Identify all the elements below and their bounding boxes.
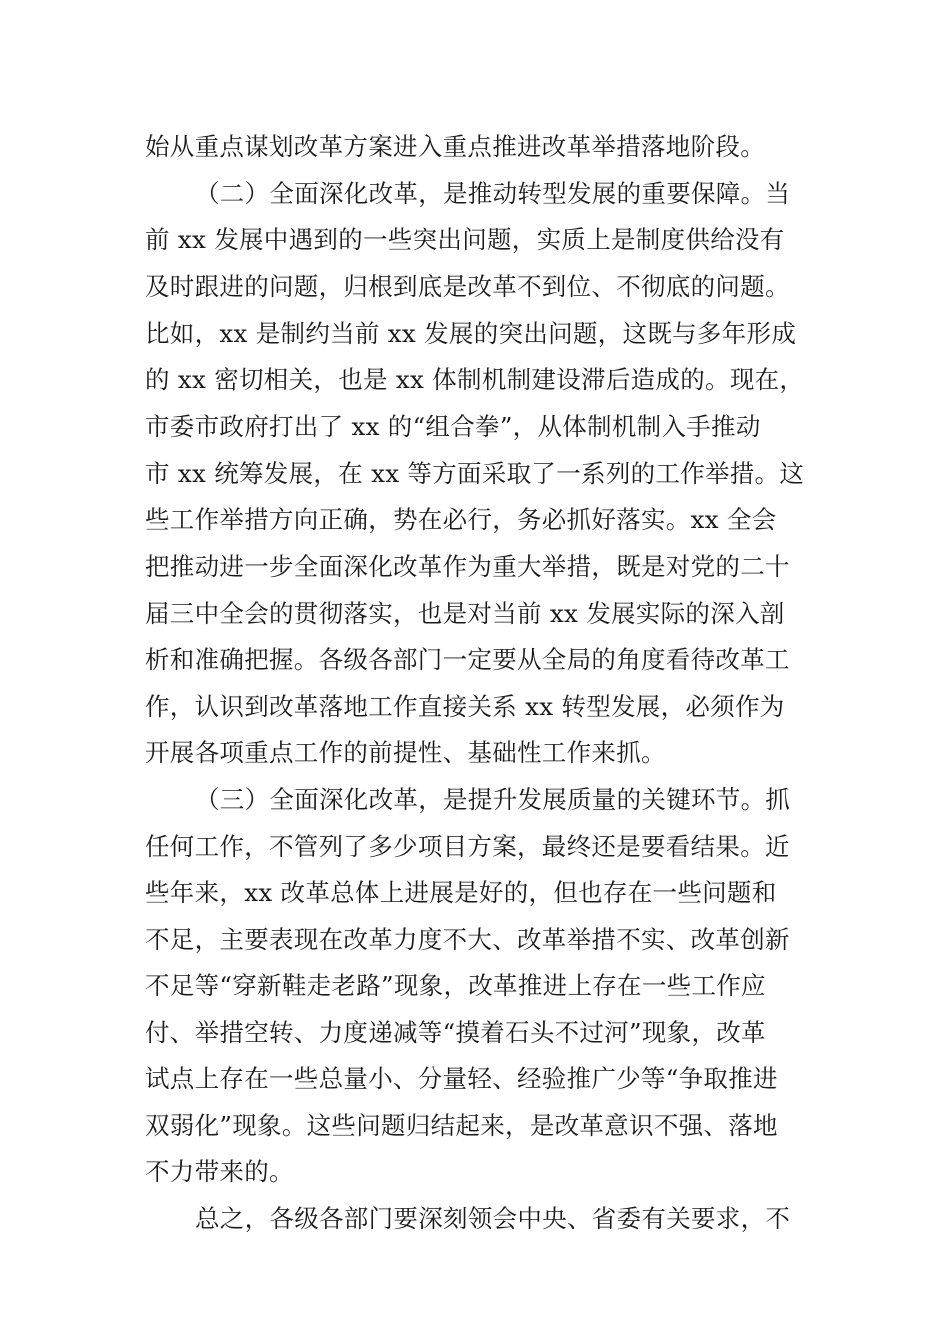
text-line-10: 把推动进一步全面深化改革作为重大举措，既是对党的二十 [145, 552, 790, 581]
text-line-16: 任何工作，不管列了多少项目方案，最终还是要看结果。近 [145, 832, 790, 861]
text-line-23: 不力带来的。 [145, 1157, 294, 1186]
text-line-6: 的 xx 密切相关，也是 xx 体制机制建设滞后造成的。现在， [145, 365, 805, 394]
text-line-17: 些年来，xx 改革总体上进展是好的，但也存在一些问题和 [145, 878, 777, 907]
text-line-4: 及时跟进的问题，归根到底是改革不到位、不彻底的问题。 [145, 272, 790, 301]
text-line-8: 市 xx 统筹发展，在 xx 等方面采取了一系列的工作举措。这 [145, 459, 805, 488]
text-line-18: 不足，主要表现在改革力度不大、改革举措不实、改革创新 [145, 925, 790, 954]
text-line-11: 届三中全会的贯彻落实，也是对当前 xx 发展实际的深入剖 [145, 599, 785, 628]
text-line-13: 作，认识到改革落地工作直接关系 xx 转型发展，必须作为 [145, 692, 785, 721]
text-line-14: 开展各项重点工作的前提性、基础性工作来抓。 [145, 738, 666, 767]
text-line-22: 双弱化”现象。这些问题归结起来，是改革意识不强、落地 [145, 1111, 778, 1140]
text-line-20: 付、举措空转、力度递减等“摸着石头不过河”现象，改革 [145, 1018, 766, 1047]
summary-paragraph-line: 总之，各级各部门要深刻领会中央、省委有关要求，不 [195, 1204, 791, 1233]
section-two-heading-line: （二）全面深化改革，是推动转型发展的重要保障。当 [195, 179, 791, 208]
text-line-9: 些工作举措方向正确，势在必行，务必抓好落实。xx 全会 [145, 505, 777, 534]
text-line-19: 不足等“穿新鞋走老路”现象，改革推进上存在一些工作应 [145, 971, 766, 1000]
text-line-5: 比如，xx 是制约当前 xx 发展的突出问题，这既与多年形成 [145, 319, 797, 348]
text-line-21: 试点上存在一些总量小、分量轻、经验推广少等“争取推进 [145, 1064, 778, 1093]
text-line-12: 析和准确把握。各级各部门一定要从全局的角度看待改革工 [145, 645, 790, 674]
text-line-1: 始从重点谋划改革方案进入重点推进改革举措落地阶段。 [145, 132, 765, 161]
section-three-heading-line: （三）全面深化改革，是提升发展质量的关键环节。抓 [195, 785, 791, 814]
text-line-3: 前 xx 发展中遇到的一些突出问题，实质上是制度供给没有 [145, 225, 785, 254]
text-line-7: 市委市政府打出了 xx 的“组合拳”，从体制机制入手推动 [145, 412, 761, 441]
